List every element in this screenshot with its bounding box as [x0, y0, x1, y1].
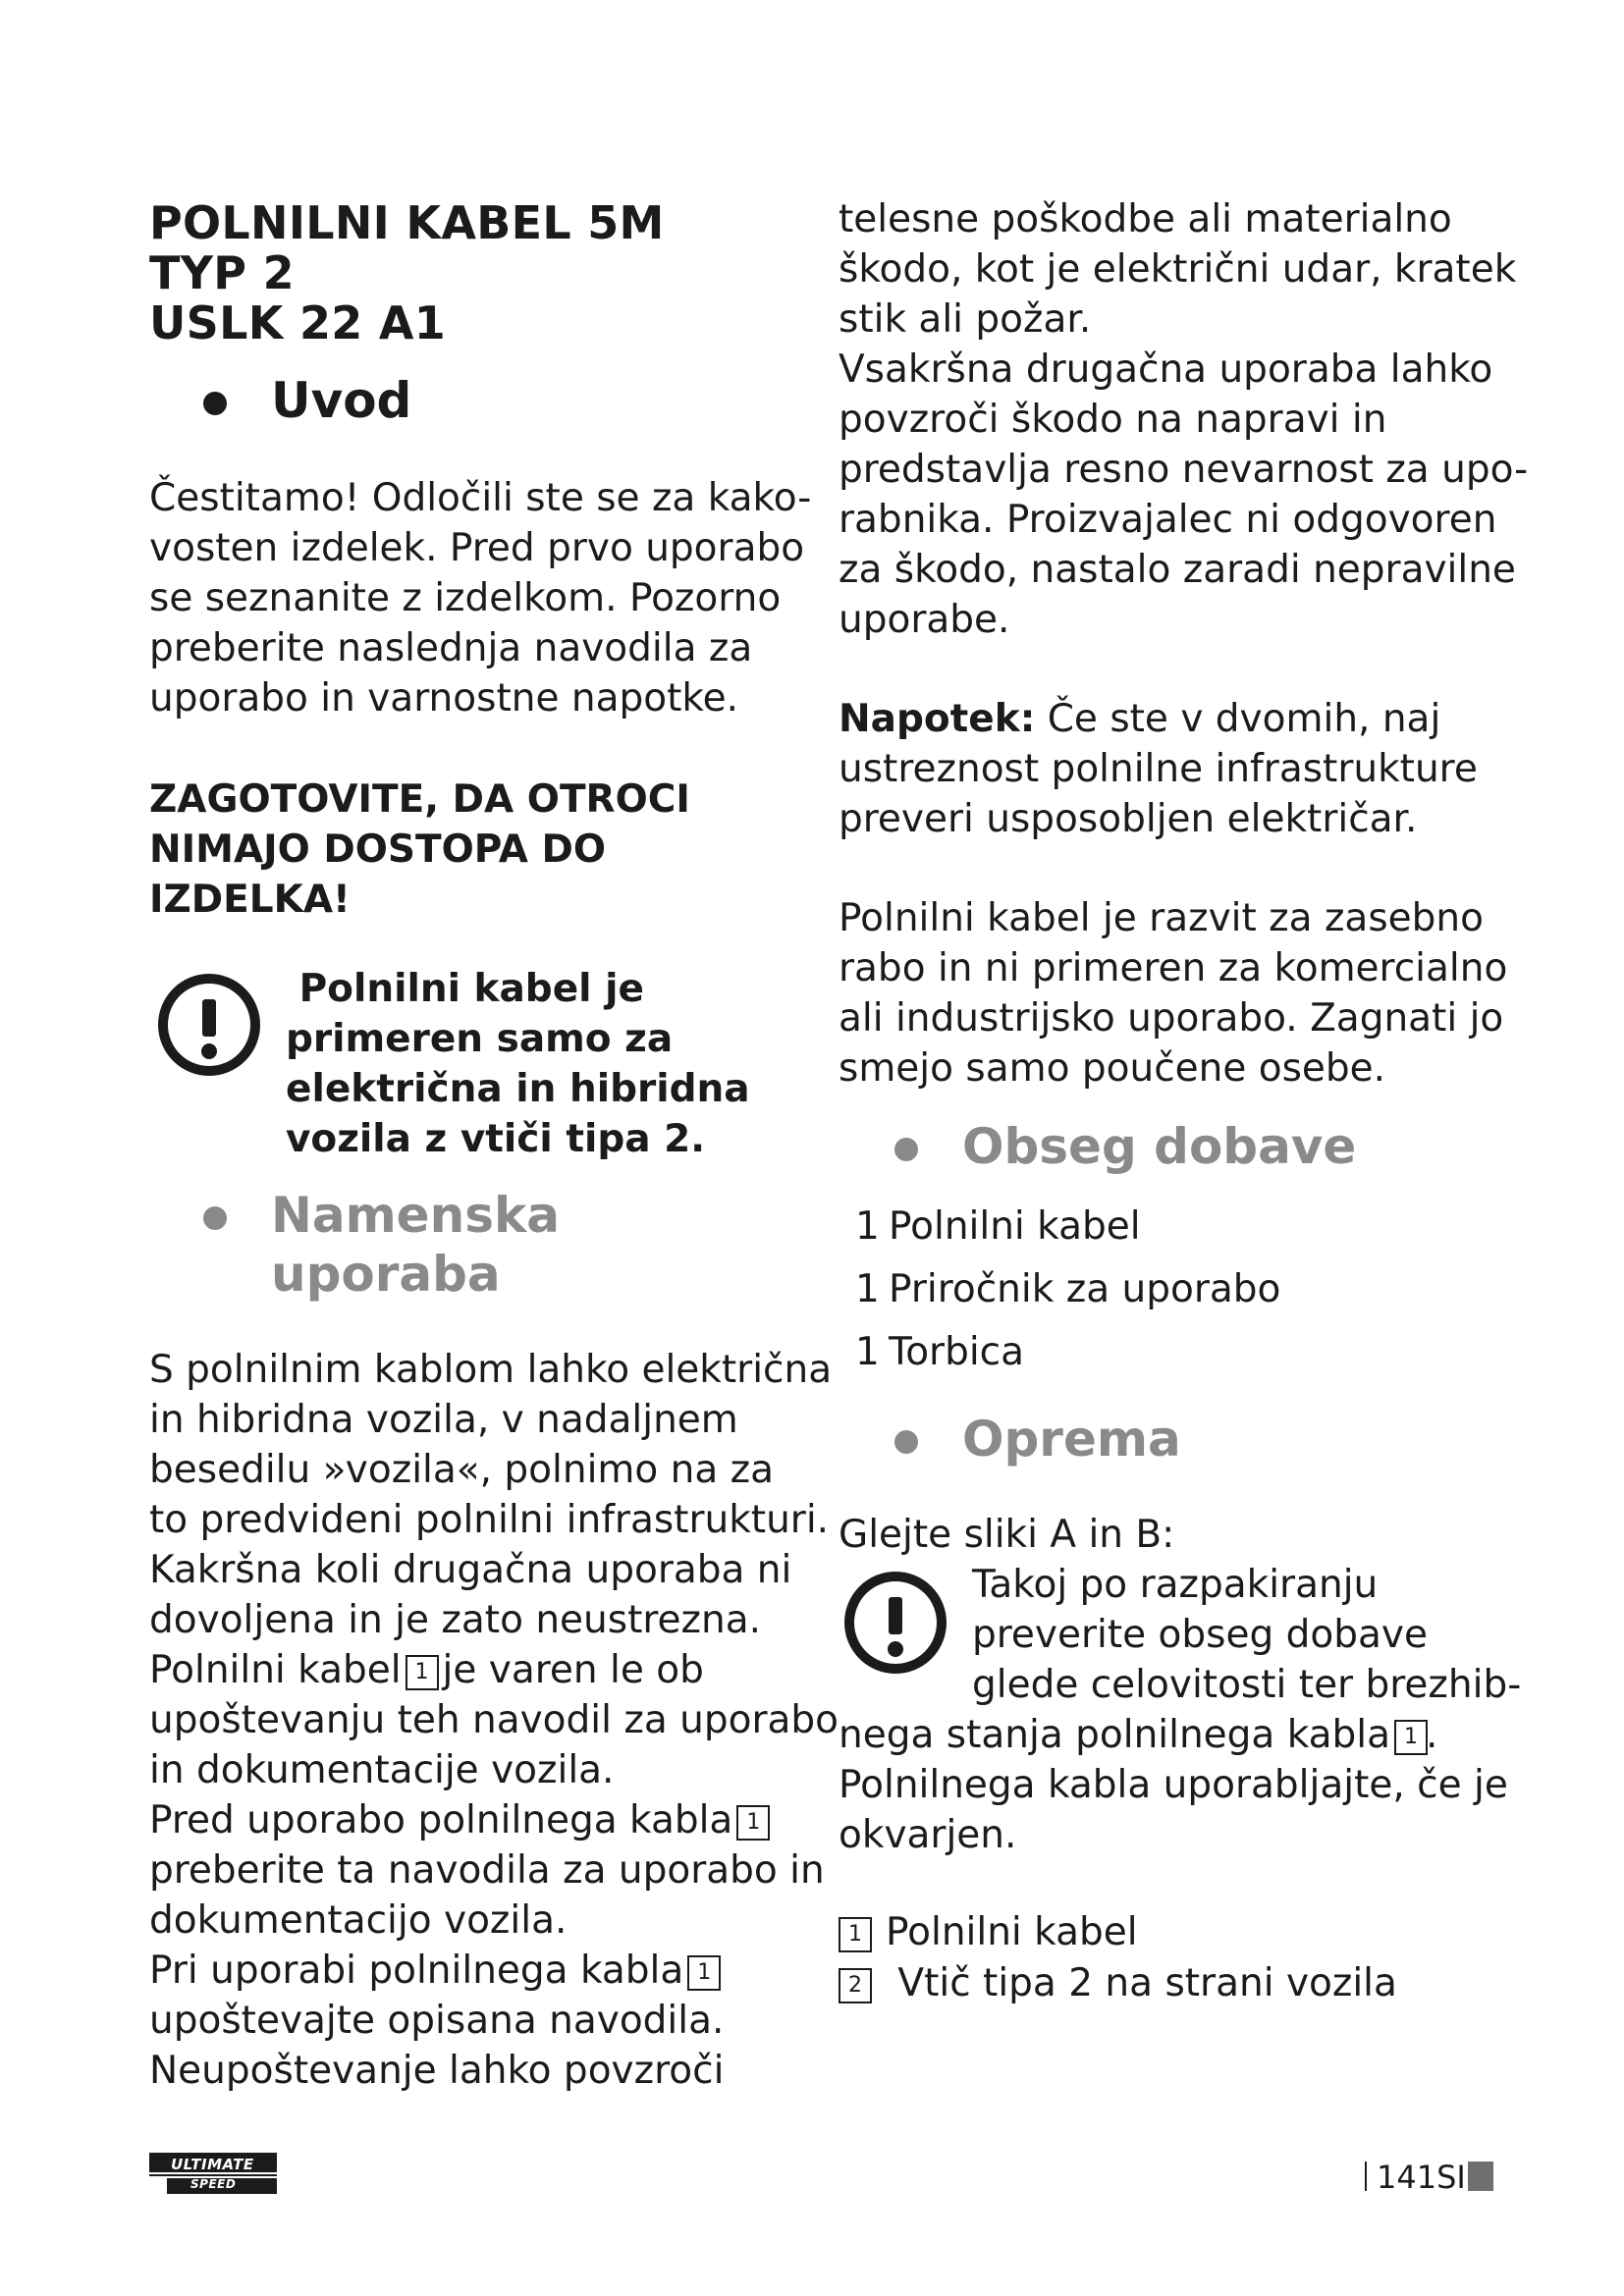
- separator: [1365, 2162, 1367, 2191]
- bullet-icon: [894, 1430, 918, 1454]
- part-number-badge: 1: [1394, 1720, 1428, 1755]
- text-line: električna in hibridna: [286, 1067, 750, 1111]
- text-fragment: je varen le ob: [442, 1648, 704, 1692]
- text-line: Takoj po razpakiranju: [972, 1563, 1379, 1607]
- private-use-paragraph: [839, 893, 1508, 1094]
- vehicle-type-notice: [149, 964, 797, 1164]
- text-line: ali industrijsko uporabo. Zagnati jo: [839, 996, 1504, 1041]
- logo-text: SPEED: [190, 2177, 237, 2191]
- text-line: Kakršna koli drugačna uporaba ni: [149, 1548, 792, 1592]
- title-line-3: USLK 22 A1: [149, 296, 447, 349]
- children-warning: [149, 774, 797, 925]
- part-number-badge: 1: [736, 1805, 770, 1841]
- text-line: rabo in ni primeren za komercialno: [839, 946, 1508, 990]
- misuse-paragraph: [839, 194, 1529, 645]
- intended-use-paragraph: [149, 1345, 839, 2096]
- text-line: primeren samo za: [286, 1017, 674, 1061]
- item-quantity: 1: [855, 1204, 880, 1249]
- text-line: besedilu »vozila«, polnimo na za: [149, 1448, 775, 1492]
- text-line: rabnika. Proizvajalec ni odgovoren: [839, 498, 1497, 542]
- text-line: glede celovitosti ter brezhib-: [972, 1663, 1522, 1707]
- text-line: upoštevanju teh navodil za uporabo: [149, 1698, 839, 1742]
- text-line: ZAGOTOVITE, DA OTROCI: [149, 777, 690, 822]
- item-name: Priročnik za uporabo: [889, 1267, 1281, 1311]
- item-quantity: 1: [855, 1330, 880, 1374]
- text-fragment: Polnilni kabel: [149, 1648, 402, 1692]
- item-name: Polnilni kabel: [889, 1204, 1141, 1249]
- text-line: Polnilnega kabla uporabljajte, če je: [839, 1763, 1508, 1807]
- list-item: [855, 1258, 1487, 1321]
- text-line: [149, 1946, 797, 1996]
- text-line: to predvideni polnilni infrastrukturi.: [149, 1498, 830, 1542]
- brand-logo: [149, 2153, 277, 2194]
- text-line: NIMAJO DOSTOPA DO: [149, 828, 607, 872]
- text-line: preberite ta navodila za uporabo in: [149, 1848, 825, 1893]
- text-line: dokumentacijo vozila.: [149, 1898, 568, 1943]
- text-line: se seznanite z izdelkom. Pozorno: [149, 576, 782, 620]
- note-label: Napotek:: [839, 697, 1036, 741]
- text-fragment: Pred uporabo polnilnega kabla: [149, 1798, 733, 1842]
- text-line: Neupoštevanje lahko povzroči: [149, 2049, 725, 2093]
- parts-legend-item: [839, 1907, 1487, 1958]
- text-line: Polnilni kabel je: [286, 967, 644, 1011]
- text-line: za škodo, nastalo zaradi nepravilne: [839, 548, 1516, 592]
- text-line: vosten izdelek. Pred prvo uporabo: [149, 526, 805, 570]
- title-line-1: POLNILNI KABEL 5M: [149, 196, 665, 249]
- page-marker: [1468, 2162, 1493, 2191]
- section-heading-oprema-label: Oprema: [962, 1411, 1181, 1468]
- list-item: [855, 1196, 1487, 1258]
- text-line: [149, 1645, 797, 1695]
- document-title: [149, 198, 797, 348]
- text-line: uporabe.: [839, 598, 1010, 642]
- text-line: Vsakršna drugačna uporaba lahko: [839, 347, 1493, 392]
- parts-legend-item: [839, 1958, 1487, 2009]
- inspect-notice: [839, 1560, 1522, 1860]
- part-label: Polnilni kabel: [886, 1910, 1138, 1954]
- section-heading-uvod-label: Uvod: [271, 372, 412, 429]
- text-line: Polnilni kabel je razvit za zasebno: [839, 896, 1484, 940]
- text-line: preveri usposobljen električar.: [839, 797, 1418, 841]
- page-number-value: 141: [1377, 2159, 1437, 2196]
- list-item: [855, 1321, 1487, 1384]
- logo-stripe: [149, 2174, 277, 2176]
- text-line: smejo samo poučene osebe.: [839, 1046, 1386, 1091]
- warning-icon: [158, 974, 260, 1076]
- section-heading-namenska-label: Namenska uporaba: [271, 1187, 560, 1303]
- part-label: Vtič tipa 2 na strani vozila: [886, 1961, 1397, 2005]
- text-fragment: Pri uporabi polnilnega kabla: [149, 1949, 684, 1993]
- text-line: in dokumentacije vozila.: [149, 1748, 615, 1792]
- text-line: Glejte sliki A in B:: [839, 1513, 1175, 1557]
- section-heading-obseg: [839, 1117, 1487, 1176]
- page-number: [1365, 2158, 1493, 2197]
- section-heading-namenska: [149, 1186, 797, 1304]
- text-line: in hibridna vozila, v nadaljnem: [149, 1398, 738, 1442]
- text-line: preverite obseg dobave: [972, 1613, 1428, 1657]
- item-quantity: 1: [855, 1267, 880, 1311]
- text-line: predstavlja resno nevarnost za upo-: [839, 448, 1529, 492]
- section-heading-oprema: [839, 1410, 1487, 1468]
- bullet-icon: [894, 1138, 918, 1161]
- text-line: IZDELKA!: [149, 878, 351, 922]
- section-heading-uvod: [149, 371, 797, 430]
- text-line: povzroči škodo na napravi in: [839, 398, 1387, 442]
- logo-text: ULTIMATE: [171, 2156, 254, 2173]
- title-line-2: TYP 2: [149, 246, 295, 299]
- text-line: vozila z vtiči tipa 2.: [286, 1117, 706, 1161]
- section-heading-obseg-label: Obseg dobave: [962, 1118, 1357, 1175]
- napotek-note: [839, 694, 1487, 844]
- text-line: dovoljena in je zato neustrezna.: [149, 1598, 762, 1642]
- text-fragment: .: [1426, 1713, 1438, 1757]
- delivery-list: [839, 1196, 1487, 1384]
- part-number-badge: 2: [839, 1968, 872, 2003]
- part-number-badge: 1: [687, 1955, 721, 1991]
- text-line: [839, 694, 1487, 744]
- text-line: telesne poškodbe ali materialno: [839, 197, 1452, 241]
- parts-legend: [839, 1907, 1487, 2009]
- text-line: stik ali požar.: [839, 297, 1092, 342]
- text-line: škodo, kot je električni udar, kratek: [839, 247, 1517, 292]
- text-line: preberite naslednja navodila za: [149, 626, 753, 670]
- text-line: [839, 1710, 1487, 1760]
- text-fragment: Če ste v dvomih, naj: [1035, 697, 1441, 741]
- language-code: SI: [1436, 2159, 1466, 2196]
- text-line: ustreznost polnilne infrastrukture: [839, 747, 1478, 791]
- text-line: S polnilnim kablom lahko električna: [149, 1348, 833, 1392]
- text-line: Čestitamo! Odločili ste se za kako-: [149, 476, 812, 520]
- right-column: [839, 194, 1529, 2009]
- text-line: okvarjen.: [839, 1813, 1017, 1857]
- text-fragment: nega stanja polnilnega kabla: [839, 1713, 1391, 1757]
- left-column: [149, 194, 839, 2096]
- bullet-icon: [203, 1206, 227, 1230]
- text-line: upoštevajte opisana navodila.: [149, 1999, 725, 2043]
- equipment-intro: [839, 1510, 1487, 1560]
- item-name: Torbica: [889, 1330, 1025, 1374]
- text-line: [149, 1795, 797, 1845]
- text-line: uporabo in varnostne napotke.: [149, 676, 738, 721]
- intro-paragraph: [149, 473, 812, 723]
- part-number-badge: 1: [406, 1655, 439, 1690]
- bullet-icon: [203, 392, 227, 415]
- warning-icon: [844, 1572, 947, 1674]
- part-number-badge: 1: [839, 1917, 872, 1952]
